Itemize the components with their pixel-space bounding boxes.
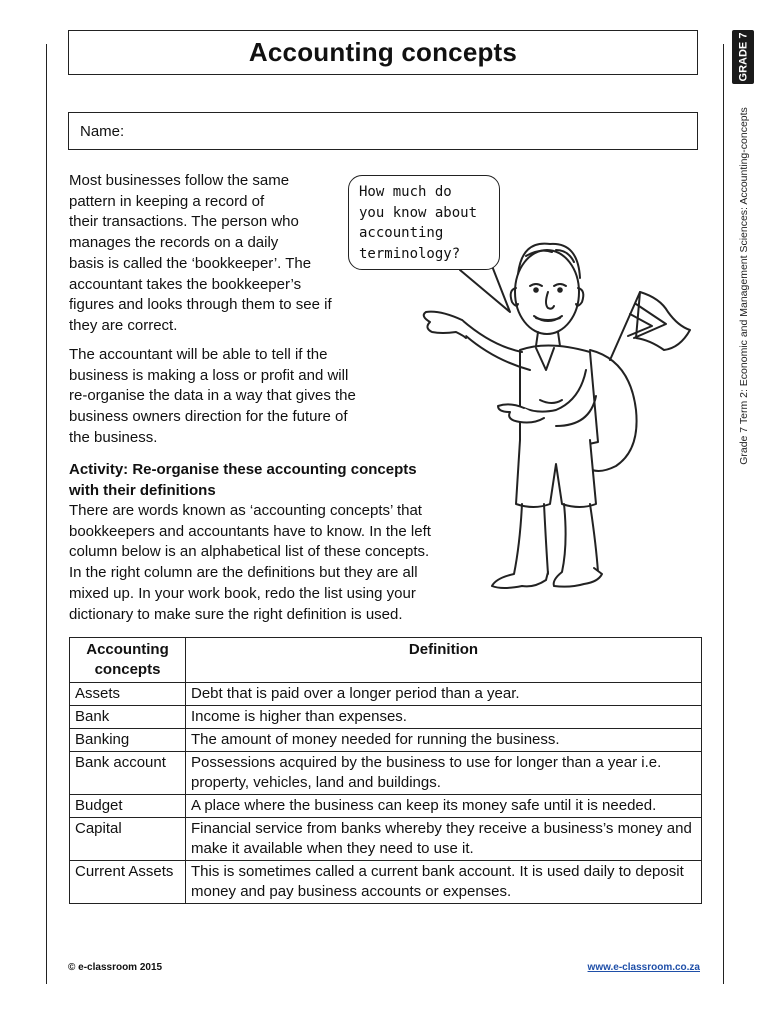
table-row [70,729,702,752]
bubble-line: you know about [359,204,478,221]
website-link[interactable]: www.e-classroom.co.za [587,962,700,973]
concept-cell: Assets [70,683,186,706]
speech-bubble [348,175,500,270]
heading-line: Activity: Re-organise these accounting concepts [69,461,417,478]
text-line: bookkeepers and accountants have to know. In the left [69,522,431,540]
text-line: manages the records on a daily [69,234,279,252]
table-header-row [70,638,702,683]
name-label: Name: [80,122,125,140]
table-row [70,818,702,861]
activity-heading [69,460,469,501]
text-line: their transactions. The person who [69,213,299,231]
bubble-line: How much do [359,184,452,200]
intro-paragraph-2 [69,345,409,449]
table-row [70,795,702,818]
text-line: In the right column are the definitions but they are all [69,564,418,582]
text-line: business owners direction for the future of [69,408,348,426]
table-row [70,683,702,706]
grade-tab-text: GRADE 7 [737,32,749,82]
text-line: accountant takes the bookkeeper’s [69,275,302,293]
intro-paragraph-1 [69,171,379,337]
page-title: Accounting concepts [248,37,518,67]
text-line: pattern in keeping a record of [69,192,265,210]
concepts-table [69,637,702,904]
bubble-line: accounting [359,225,444,241]
name-field[interactable] [68,112,698,150]
text-line: business is making a loss or profit and will [69,366,349,384]
text-line: mixed up. In your work book, redo the list using your [69,584,416,602]
definition-cell: Income is higher than expenses. [186,706,702,729]
table-row [70,861,702,904]
text-line: they are correct. [69,316,178,334]
concept-cell: Bank [70,706,186,729]
concept-cell: Capital [70,818,186,861]
concept-cell: Current Assets [70,861,186,904]
table-row [70,752,702,795]
column-header-definition: Definition [186,638,702,683]
text-line: the business. [69,428,158,446]
table-row [70,706,702,729]
text-line: column below is an alphabetical list of these concepts. [69,543,430,561]
side-label [732,30,756,480]
text-line: There are words known as ‘accounting concepts’ that [69,502,422,519]
definition-cell: A place where the business can keep its money safe until it is needed. [186,795,702,818]
activity-instructions [69,501,489,625]
side-subject-text [734,94,754,478]
definition-cell: Financial service from banks whereby they receive a business’s money and make it available when they need to use it. [186,818,702,861]
concept-cell: Banking [70,729,186,752]
text-line: The accountant will be able to tell if the [69,346,328,363]
copyright-text: © e-classroom 2015 [68,962,163,973]
definition-cell: Possessions acquired by the business to use for longer than a year i.e. property, vehicles, land and buildings. [186,752,702,795]
definition-cell: The amount of money needed for running the business. [186,729,702,752]
column-header-concepts: Accounting concepts [70,638,186,683]
definition-cell: This is sometimes called a current bank account. It is used daily to deposit money and pay business accounts or expenses. [186,861,702,904]
text-line: dictionary to make sure the right definition is used. [69,605,403,623]
side-subject-label: Grade 7 Term 2: Economic and Management Sciences: Accounting-concepts [738,107,750,465]
concept-cell: Budget [70,795,186,818]
title-box [68,30,698,75]
text-line: re-organise the data in a way that gives the [69,387,356,405]
bubble-line: terminology? [359,245,461,262]
heading-line: with their definitions [69,481,216,499]
text-line: figures and looks through them to see if [69,296,332,314]
definition-cell: Debt that is paid over a longer period than a year. [186,683,702,706]
text-line: Most businesses follow the same [69,172,290,189]
text-line: basis is called the ‘bookkeeper’. The [69,254,312,272]
grade-tab [732,30,754,84]
concept-cell: Bank account [70,752,186,795]
